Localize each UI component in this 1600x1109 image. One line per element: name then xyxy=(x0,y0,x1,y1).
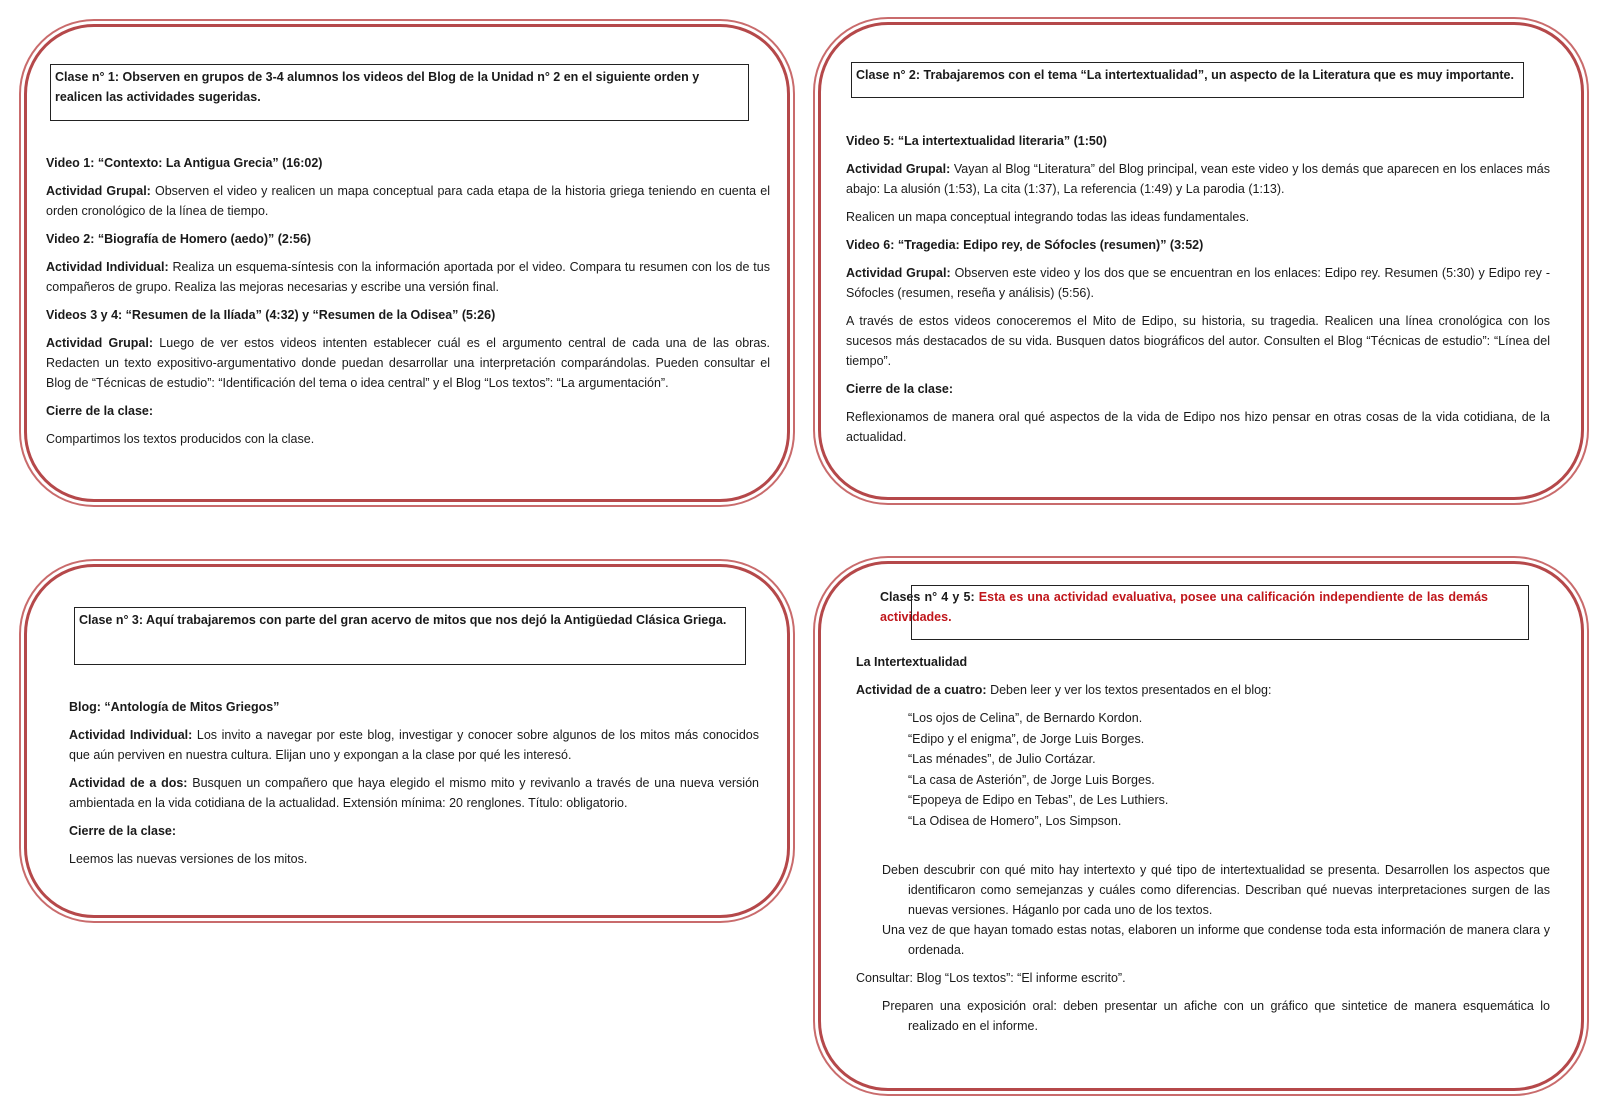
videos-3-4-activity xyxy=(46,333,770,393)
group-activity xyxy=(856,680,1550,700)
activity-text: Vayan al Blog “Literatura” del Blog principal, vean este video y los demás que aparecen en los enlaces más abajo: La alusión (1:53), La cita (1:37), La referencia (1:49) y La parodia (1:13). xyxy=(846,162,1551,196)
class-2-body xyxy=(846,131,1550,455)
class-4-5-body xyxy=(856,652,1550,1036)
video-5-activity xyxy=(846,159,1550,199)
texts-list xyxy=(908,708,1550,831)
activity-label: Actividad Individual: xyxy=(69,728,193,742)
list-item: “Edipo y el enigma”, de Jorge Luis Borges. xyxy=(908,731,1145,746)
activity-label: Actividad Grupal: xyxy=(46,336,153,350)
video-2-activity xyxy=(46,257,770,297)
activity-text: Deben leer y ver los textos presentados en el blog: xyxy=(986,683,1272,697)
class-4-5-header xyxy=(880,587,1488,627)
instructions-paragraph-3: Preparen una exposición oral: deben presentar un afiche con un gráfico que sintetice de manera esquemática lo realizado en el informe. xyxy=(882,999,1550,1033)
pair-activity xyxy=(69,773,759,813)
activity-text: Realiza un esquema-síntesis con la información aportada por el video. Compara tu resumen con los de tus compañeros de grupo. Realiza las mejoras necesarias y escribe una versión final. xyxy=(46,260,770,294)
blog-title: Blog: “Antología de Mitos Griegos” xyxy=(69,700,280,714)
activity-label: Actividad de a dos: xyxy=(69,776,188,790)
video-6-activity xyxy=(846,263,1550,303)
activity-text: Luego de ver estos videos intenten establecer cuál es el argumento central de cada una de las obras. Redacten un texto expositivo-argumentativo donde puedan desarrollar una interpretación comparándolas. Pueden consultar el Blog de “Técnicas de estudio”: “Identificación del tema o idea central” y el Blog “Los textos”: “La argumentación”. xyxy=(46,336,770,390)
class-1-header: Clase n° 1: Observen en grupos de 3-4 alumnos los videos del Blog de la Unidad n° 2 en el siguiente orden y realicen las actividades sugeridas. xyxy=(50,64,749,121)
list-item: “Las ménades”, de Julio Cortázar. xyxy=(908,752,1096,766)
closing-text: Leemos las nuevas versiones de los mitos. xyxy=(69,852,308,866)
header-label: Clases n° 4 y 5: xyxy=(880,590,979,604)
activity-text: Observen el video y realicen un mapa conceptual para cada etapa de la historia griega teniendo en cuenta el orden cronológico de la línea de tiempo. xyxy=(46,184,770,218)
closing-label: Cierre de la clase: xyxy=(46,404,154,418)
video-6-title: Video 6: “Tragedia: Edipo rey, de Sófocles (resumen)” (3:52) xyxy=(846,238,1204,252)
videos-3-4-title: Videos 3 y 4: “Resumen de la Ilíada” (4:32) y “Resumen de la Odisea” (5:26) xyxy=(46,308,496,322)
activity-text: Busquen un compañero que haya elegido el mismo mito y revivanlo a través de una nueva versión ambientada en la vida cotidiana de la actualidad. Extensión mínima: 20 renglones. Título: obligatorio. xyxy=(69,776,759,810)
video-1-title: Video 1: “Contexto: La Antigua Grecia” (16:02) xyxy=(46,156,323,170)
evaluative-notice: Esta es una actividad evaluativa, posee una calificación independiente de las demás actividades. xyxy=(880,590,1488,624)
video-2-title: Video 2: “Biografía de Homero (aedo)” (2:56) xyxy=(46,232,312,246)
activity-label: Actividad Individual: xyxy=(46,260,169,274)
activity-label: Actividad Grupal: xyxy=(846,162,951,176)
list-item: “La casa de Asterión”, de Jorge Luis Borges. xyxy=(908,772,1155,787)
closing-text: Compartimos los textos producidos con la clase. xyxy=(46,432,315,446)
video-1-activity xyxy=(46,181,770,221)
instructions-paragraph-1: Deben descubrir con qué mito hay intertexto y qué tipo de intertextualidad se presenta. Desarrollen los aspectos que identificaron como semejanzas y cuáles como diferencias. Describan qué nuevas interpretaciones surgen de las nuevas versiones. Háganlo por cada uno de los textos. xyxy=(882,863,1550,917)
class-2-header: Clase n° 2: Trabajaremos con el tema “La intertextualidad”, un aspecto de la Literatura que es muy importante. xyxy=(851,62,1524,98)
activity-label: Actividad de a cuatro: xyxy=(856,683,987,697)
section-title: La Intertextualidad xyxy=(856,655,968,669)
activity-text: Los invito a navegar por este blog, investigar y conocer sobre algunos de los mitos más conocidos que aún perviven en nuestra cultura. Elijan uno y expongan a la clase por qué les interesó. xyxy=(69,728,759,762)
class-1-body xyxy=(46,153,770,457)
class-3-header: Clase n° 3: Aquí trabajaremos con parte del gran acervo de mitos que nos dejó la Antigüedad Clásica Griega. xyxy=(74,607,746,665)
activity-label: Actividad Grupal: xyxy=(846,266,951,280)
class-3-body xyxy=(69,697,759,877)
activity-text: Observen este video y los dos que se encuentran en los enlaces: Edipo rey. Resumen (5:30) y Edipo rey -Sófocles (resumen, reseña y análisis) (5:56). xyxy=(846,266,1550,300)
closing-label: Cierre de la clase: xyxy=(846,382,954,396)
video-6-extra: A través de estos videos conoceremos el Mito de Edipo, su historia, su tragedia. Realicen una línea cronológica con los sucesos más destacados de su vida. Busquen datos biográficos del autor. Consulten el Blog “Técnicas de estudio”: “Línea del tiempo”. xyxy=(846,314,1550,368)
video-5-title: Video 5: “La intertextualidad literaria” (1:50) xyxy=(846,134,1107,148)
list-item: “Epopeya de Edipo en Tebas”, de Les Luthiers. xyxy=(908,793,1169,807)
list-item: “La Odisea de Homero”, Los Simpson. xyxy=(908,813,1122,828)
instructions-paragraph-2: Una vez de que hayan tomado estas notas, elaboren un informe que condense toda esta información de manera clara y ordenada. xyxy=(882,923,1550,957)
closing-text: Reflexionamos de manera oral qué aspectos de la vida de Edipo nos hizo pensar en otras cosas de la vida cotidiana, de la actualidad. xyxy=(846,410,1550,444)
consult-reference: Consultar: Blog “Los textos”: “El informe escrito”. xyxy=(856,971,1126,985)
closing-label: Cierre de la clase: xyxy=(69,824,177,838)
video-5-extra: Realicen un mapa conceptual integrando todas las ideas fundamentales. xyxy=(846,210,1250,224)
activity-label: Actividad Grupal: xyxy=(46,184,151,198)
individual-activity xyxy=(69,725,759,765)
list-item: “Los ojos de Celina”, de Bernardo Kordon. xyxy=(908,711,1143,725)
